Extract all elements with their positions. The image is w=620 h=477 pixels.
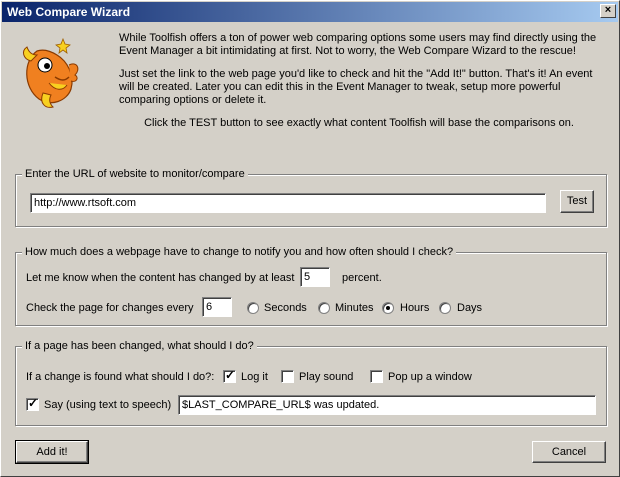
seconds-radio[interactable]: [247, 302, 259, 314]
play-sound-checkbox[interactable]: [281, 370, 294, 383]
threshold-input[interactable]: 5: [300, 267, 330, 287]
intro-text: [119, 32, 599, 140]
log-it-checkbox[interactable]: [223, 370, 236, 383]
hours-radio-label: Hours: [400, 302, 430, 314]
say-text-input[interactable]: $LAST_COMPARE_URL$ was updated.: [178, 395, 596, 415]
url-group: [15, 168, 607, 227]
action-group: [15, 340, 607, 426]
test-button[interactable]: Test: [560, 190, 594, 213]
threshold-label: Let me know when the content has changed by at least: [26, 272, 295, 284]
play-sound-label: Play sound: [299, 371, 354, 383]
window-title: Web Compare Wizard: [7, 5, 131, 19]
action-group-legend: If a page has been changed, what should I do?: [22, 339, 257, 353]
seconds-radio-label: Seconds: [264, 302, 307, 314]
close-icon: ×: [604, 4, 612, 16]
title-bar: [2, 2, 618, 22]
days-radio[interactable]: [439, 302, 451, 314]
intro-paragraph: While Toolfish offers a ton of power web comparing options some users may find directly using the Event Manager a bit intimidating at first. Not to worry, the Web Compare Wizard to the rescue!: [119, 32, 597, 57]
intro-paragraph: Click the TEST button to see exactly what content Toolfish will base the comparisons on.: [144, 117, 574, 129]
change-group: [15, 246, 607, 326]
popup-window-checkbox[interactable]: [370, 370, 383, 383]
say-label: Say (using text to speech): [44, 399, 172, 411]
threshold-unit: percent.: [342, 272, 382, 284]
change-group-legend: How much does a webpage have to change to notify you and how often should I check?: [22, 245, 456, 259]
cancel-button[interactable]: Cancel: [532, 441, 606, 463]
days-radio-label: Days: [457, 302, 483, 314]
minutes-radio[interactable]: [318, 302, 330, 314]
interval-input[interactable]: 6: [202, 297, 232, 317]
popup-window-label: Pop up a window: [388, 371, 472, 383]
intro-paragraph: Just set the link to the web page you'd like to check and hit the "Add It!" button. That's it! An event will be created. Later you can edit this in the Event Manager to tweak, setup more powerful comparing options or delete it.: [119, 68, 593, 106]
close-window-button[interactable]: [600, 4, 616, 18]
add-it-button[interactable]: Add it!: [16, 441, 88, 463]
log-it-label: Log it: [241, 371, 268, 383]
say-checkbox[interactable]: [26, 398, 39, 411]
toolfish-mascot-icon: [19, 31, 89, 111]
minutes-radio-label: Minutes: [335, 302, 374, 314]
hours-radio[interactable]: [382, 302, 394, 314]
interval-label: Check the page for changes every: [26, 302, 194, 314]
url-input[interactable]: http://www.rtsoft.com: [30, 193, 546, 213]
url-group-legend: Enter the URL of website to monitor/compare: [22, 167, 248, 181]
action-question: If a change is found what should I do?:: [26, 371, 215, 383]
